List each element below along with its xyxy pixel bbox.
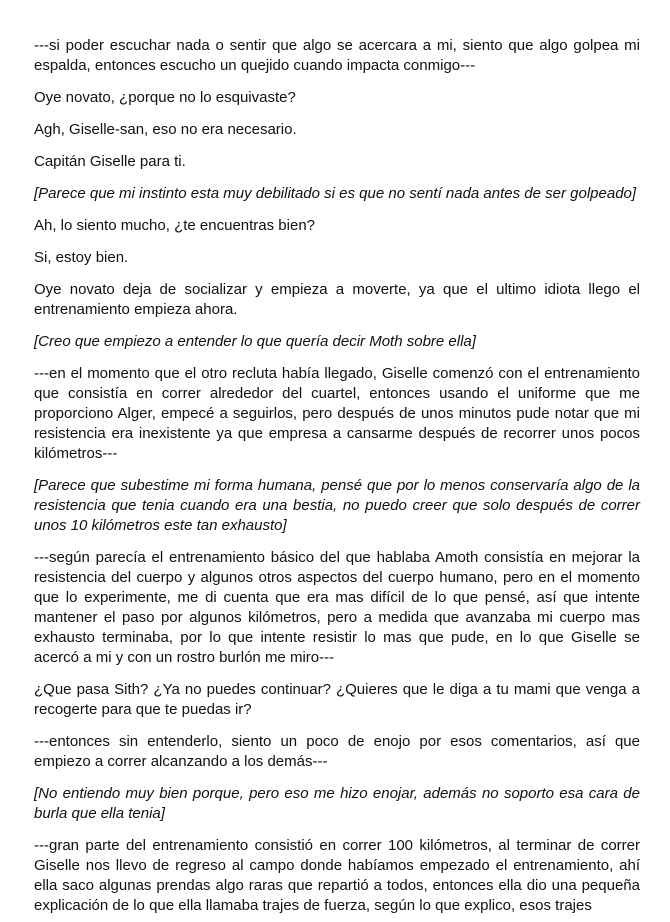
paragraph-14: ---entonces sin entenderlo, siento un poco de enojo por esos comentarios, así que empiezo a correr alcanzando a los demás--- [34, 733, 640, 770]
paragraph-6: Ah, lo siento mucho, ¿te encuentras bien? [34, 217, 316, 234]
paragraph-4: Capitán Giselle para ti. [34, 153, 186, 170]
paragraph-8: Oye novato deja de socializar y empieza a moverte, ya que el ultimo idiota llego el entrenamiento empieza ahora. [34, 281, 640, 318]
paragraph-16: ---gran parte del entrenamiento consistió en correr 100 kilómetros, al terminar de correr Giselle nos llevo de regreso al campo donde habíamos empezado el entrenamiento, ahí ella saco algunas prendas algo raras que repartió a todos, entonces ella dio una pequeña explicación de lo que ella llamaba trajes de fuerza, según lo que explico, esos trajes [34, 837, 640, 914]
paragraph-2: Oye novato, ¿porque no lo esquivaste? [34, 89, 296, 106]
paragraph-13: ¿Que pasa Sith? ¿Ya no puedes continuar? ¿Quieres que le diga a tu mami que venga a recogerte para que te puedas ir? [34, 681, 640, 718]
paragraph-10: ---en el momento que el otro recluta había llegado, Giselle comenzó con el entrenamiento que consistía en correr alrededor del cuartel, entonces usando el uniforme que me proporciono Alger, empecé a seguirlos, pero después de unos minutos pude notar que mi resistencia era inexistente ya que empresa a cansarme después de recorrer unos pocos kilómetros--- [34, 365, 640, 462]
paragraph-12: ---según parecía el entrenamiento básico del que hablaba Amoth consistía en mejorar la resistencia del cuerpo y algunos otros aspectos del cuerpo humano, pero en el momento que lo experimente, me di cuenta que era mas difícil de lo que pensé, así que intente mantener el paso por algunos kilómetros, pero a medida que avanzaba mi cuerpo mas exhausto terminaba, por lo que intente resistir lo mas que pude, en lo que Giselle se acercó a mi y con un rostro burlón me miro--- [34, 549, 640, 666]
paragraph-7: Si, estoy bien. [34, 249, 129, 266]
paragraph-3: Agh, Giselle-san, eso no era necesario. [34, 121, 297, 138]
paragraph-1: ---si poder escuchar nada o sentir que algo se acercara a mi, siento que algo golpea mi espalda, entonces escucho un quejido cuando impacta conmigo--- [34, 37, 640, 74]
paragraph-9: [Creo que empiezo a entender lo que quería decir Moth sobre ella] [34, 333, 476, 350]
paragraph-5: [Parece que mi instinto esta muy debilitado si es que no sentí nada antes de ser golpeado] [34, 185, 637, 202]
paragraph-15: [No entiendo muy bien porque, pero eso me hizo enojar, además no soporto esa cara de burla que ella tenia] [34, 785, 640, 822]
paragraph-11: [Parece que subestime mi forma humana, pensé que por lo menos conservaría algo de la resistencia que tenia cuando era una bestia, no puedo creer que solo después de correr unos 10 kilómetros este tan exhausto] [34, 477, 640, 534]
